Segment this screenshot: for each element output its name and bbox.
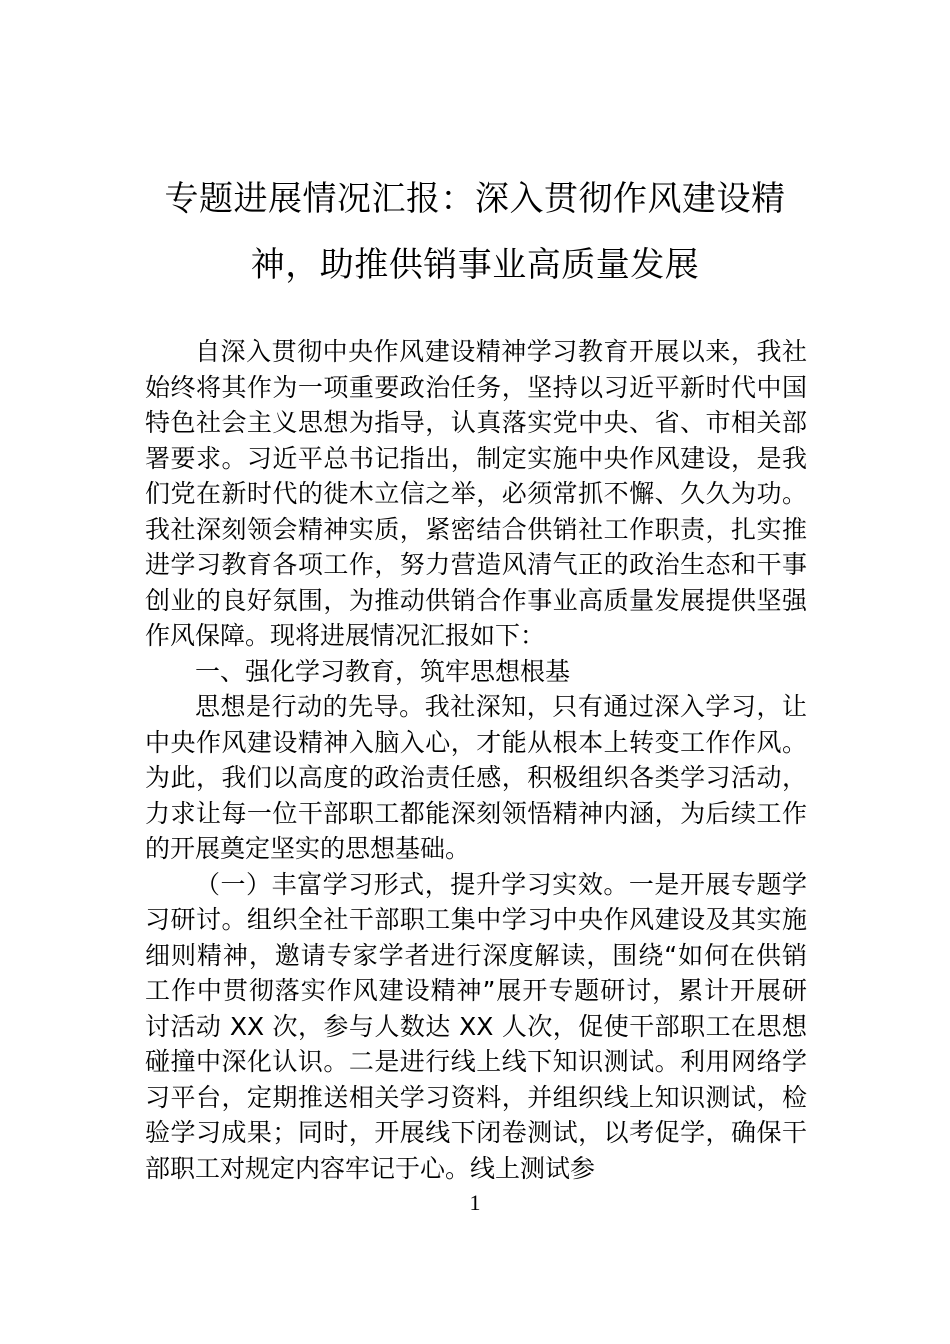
document-body (145, 334, 807, 1186)
paragraph-intro: 自深入贯彻中央作风建设精神学习教育开展以来，我社始终将其作为一项重要政治任务，坚持以习近平新时代中国特色社会主义思想为指导，认真落实党中央、省、市相关部署要求。习近平总书记指出，制定实施中央作风建设，是我们党在新时代的徙木立信之举，必须常抓不懈、久久为功。我社深刻领会精神实质，紧密结合供销社工作职责，扎实推进学习教育各项工作，努力营造风清气正的政治生态和干事创业的良好氛围，为推动供销合作事业高质量发展提供坚强作风保障。现将进展情况汇报如下： (145, 337, 807, 650)
paragraph-subsection-1: （一）丰富学习形式，提升学习实效。一是开展专题学习研讨。组织全社干部职工集中学习中央作风建设及其实施细则精神，邀请专家学者进行深度解读，围绕“如何在供销工作中贯彻落实作风建设精神”展开专题研讨，累计开展研讨活动 XX 次，参与人数达 XX 人次，促使干部职工在思想碰撞中深化认识。二是进行线上线下知识测试。利用网络学习平台，定期推送相关学习资料，并组织线上知识测试，检验学习成果；同时，开展线下闭卷测试，以考促学，确保干部职工对规定内容牢记于心。线上测试参 (145, 869, 807, 1183)
section-heading-1: 一、强化学习教育，筑牢思想根基 (195, 656, 571, 686)
paragraph-section-1: 思想是行动的先导。我社深知，只有通过深入学习，让中央作风建设精神入脑入心，才能从根本上转变工作作风。为此，我们以高度的政治责任感，积极组织各类学习活动，力求让每一位干部职工都能深刻领悟精神内涵，为后续工作的开展奠定坚实的思想基础。 (145, 692, 807, 863)
page-number: 1 (469, 1190, 481, 1215)
document-title: 专题进展情况汇报：深入贯彻作风建设精神，助推供销事业高质量发展 (164, 179, 786, 285)
